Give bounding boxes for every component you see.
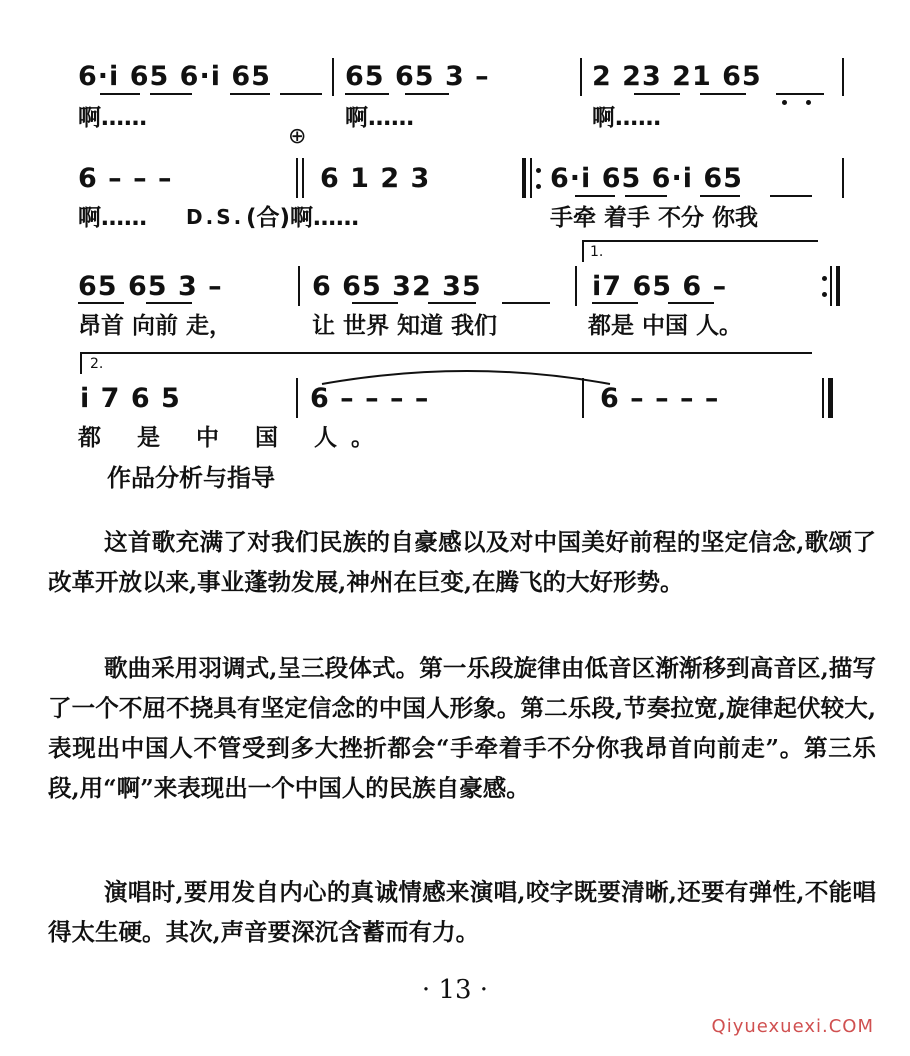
score-line1-measure2: 65 65 3 – xyxy=(345,61,490,92)
score-line2-measure2: 6 1 2 3 xyxy=(320,163,431,194)
volta-bracket xyxy=(80,352,82,374)
double-barline xyxy=(302,158,304,198)
final-barline xyxy=(828,378,833,418)
score-line2-lyric: (合)啊…… xyxy=(246,205,360,231)
repeat-start-barline xyxy=(522,158,526,198)
coda-sign-icon: ⊕ xyxy=(288,124,307,149)
score-line3-lyric: 让 世界 知道 我们 xyxy=(312,313,498,339)
underline xyxy=(78,302,124,304)
underline xyxy=(345,93,389,95)
underline xyxy=(770,195,812,197)
underline xyxy=(575,195,615,197)
underline xyxy=(280,93,322,95)
underline xyxy=(428,302,476,304)
repeat-start-barline xyxy=(530,158,532,198)
volta-number: 1. xyxy=(590,244,604,260)
underline xyxy=(592,302,638,304)
barline xyxy=(842,58,844,96)
underline xyxy=(352,302,398,304)
barline xyxy=(575,266,577,306)
underline xyxy=(150,93,192,95)
repeat-end-barline xyxy=(836,266,840,306)
barline xyxy=(298,266,300,306)
score-line4-measure2: 6 – – – – xyxy=(310,383,430,414)
repeat-dot xyxy=(536,184,541,189)
score-line3-measure2: 6 65 32 35 xyxy=(312,271,482,302)
barline xyxy=(332,58,334,96)
score-line4-measure3: 6 – – – – xyxy=(600,383,720,414)
underline xyxy=(405,93,449,95)
underline xyxy=(502,302,550,304)
underline xyxy=(634,93,680,95)
underline xyxy=(146,302,192,304)
repeat-dot xyxy=(822,276,827,281)
underline xyxy=(230,93,270,95)
paragraph-3: 演唱时,要用发自内心的真诚情感来演唱,咬字既要清晰,还要有弹性,不能唱得太生硬。其次,声音要深沉含蓄而有力。 xyxy=(48,878,876,946)
score-line1-lyric: 啊…… xyxy=(78,105,147,131)
barline xyxy=(842,158,844,198)
underline xyxy=(700,195,740,197)
paragraph-2: 歌曲采用羽调式,呈三段体式。第一乐段旋律由低音区渐渐移到高音区,描写了一个不屈不挠具有坚定信念的中国人形象。第二乐段,节奏拉宽,旋律起伏较大,表现出中国人不管受到多大挫折都会“手牵着手不分你我昂首向前走”。第三乐段,用“啊”来表现出一个中国人的民族自豪感。 xyxy=(48,654,876,802)
score-line1-measure1: 6·i̇ 65 6·i̇ 65 xyxy=(78,61,271,92)
barline xyxy=(296,378,298,418)
low-octave-dot xyxy=(806,100,811,105)
page-number: · 13 · xyxy=(421,975,489,1005)
underline xyxy=(776,93,824,95)
score-line3-lyric: 昂首 向前 走， xyxy=(78,313,233,339)
volta-bracket xyxy=(582,240,584,262)
score-line4-measure1: i̇ 7 6 5 xyxy=(80,383,181,414)
underline xyxy=(100,93,140,95)
score-line4-lyric: 都 是 中 国 人。 xyxy=(78,425,389,451)
repeat-end-barline xyxy=(830,266,832,306)
barline xyxy=(580,58,582,96)
numbered-music-score xyxy=(0,0,910,470)
underline xyxy=(700,93,746,95)
volta-number: 2. xyxy=(90,356,104,372)
volta-bracket xyxy=(582,240,818,242)
tie-arc xyxy=(318,364,618,388)
score-line2-lyric: 手牵 着手 不分 你我 xyxy=(550,205,759,231)
volta-bracket xyxy=(80,352,812,354)
final-barline xyxy=(822,378,824,418)
score-line3-lyric: 都是 中国 人。 xyxy=(588,313,743,339)
score-line3-measure3: i̇7 65 6 – xyxy=(592,271,728,302)
low-octave-dot xyxy=(782,100,787,105)
paragraph-1: 这首歌充满了对我们民族的自豪感以及对中国美好前程的坚定信念,歌颂了改革开放以来,事业蓬勃发展,神州在巨变,在腾飞的大好形势。 xyxy=(48,528,876,596)
section-heading: 作品分析与指导 xyxy=(107,464,275,492)
watermark: Qiyuexuexi.COM xyxy=(711,1016,874,1037)
repeat-dot xyxy=(536,168,541,173)
score-line1-measure3: 2 23 21 65 xyxy=(592,61,762,92)
score-line2-measure1: 6 – – – xyxy=(78,163,173,194)
double-barline xyxy=(296,158,298,198)
underline xyxy=(668,302,714,304)
repeat-dot xyxy=(822,292,827,297)
score-line1-lyric: 啊…… xyxy=(345,105,414,131)
score-line3-measure1: 65 65 3 – xyxy=(78,271,223,302)
score-line2-measure3: 6·i̇ 65 6·i̇ 65 xyxy=(550,163,743,194)
score-line2-lyric: 啊…… xyxy=(78,205,147,231)
underline xyxy=(625,195,667,197)
dal-segno-mark: D.S. xyxy=(186,205,245,229)
score-line1-lyric: 啊…… xyxy=(592,105,661,131)
